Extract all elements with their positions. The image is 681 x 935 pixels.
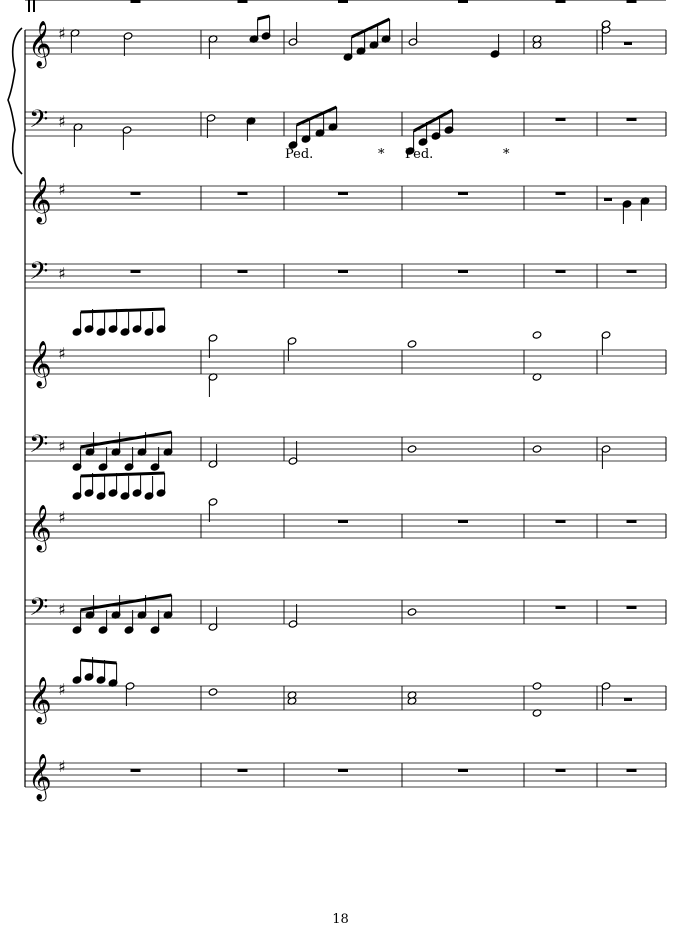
whole-rest	[238, 0, 248, 3]
half-rest	[624, 42, 632, 45]
whole-rest	[627, 520, 637, 523]
whole-rest	[458, 270, 468, 273]
notehead	[532, 445, 542, 453]
pedal-mark: *	[503, 147, 510, 162]
key-signature-sharp: ♯	[58, 600, 66, 619]
key-signature-sharp: ♯	[58, 437, 66, 456]
staff-7	[25, 473, 666, 553]
whole-rest	[338, 270, 348, 273]
whole-rest	[627, 118, 637, 121]
bass-clef: 𝄢	[29, 105, 49, 140]
beam	[81, 660, 117, 663]
staff-10	[25, 754, 666, 802]
key-signature-sharp: ♯	[58, 508, 66, 527]
whole-rest	[338, 192, 348, 195]
key-signature-sharp: ♯	[58, 680, 66, 699]
whole-rest	[556, 270, 566, 273]
whole-rest	[556, 606, 566, 609]
staff-4	[25, 257, 666, 292]
whole-rest	[556, 769, 566, 772]
whole-rest	[131, 270, 141, 273]
notehead	[532, 331, 542, 339]
key-signature-sharp: ♯	[58, 180, 66, 199]
beam	[81, 309, 165, 312]
whole-rest	[458, 0, 468, 3]
whole-rest	[338, 520, 348, 523]
whole-rest	[556, 520, 566, 523]
percussion-clef	[33, 0, 35, 12]
pedal-mark: Ped.	[405, 147, 434, 162]
staff-6	[25, 430, 666, 471]
whole-rest	[458, 520, 468, 523]
notehead	[407, 340, 417, 348]
key-signature-sharp: ♯	[58, 344, 66, 363]
staff-1	[25, 16, 666, 69]
whole-rest	[556, 0, 566, 3]
pedal-mark: *	[378, 147, 385, 162]
notehead	[532, 682, 542, 690]
whole-rest	[238, 192, 248, 195]
treble-clef: 𝄞	[28, 341, 52, 387]
staff-3	[25, 177, 666, 225]
whole-rest	[338, 0, 348, 3]
staff-9	[25, 657, 666, 725]
treble-clef: 𝄞	[28, 177, 52, 223]
bass-clef: 𝄢	[29, 257, 49, 292]
bass-clef: 𝄢	[29, 430, 49, 465]
half-rest	[604, 198, 612, 201]
key-signature-sharp: ♯	[58, 24, 66, 43]
treble-clef: 𝄞	[28, 754, 52, 800]
beam	[81, 432, 172, 447]
half-rest	[624, 698, 632, 701]
whole-rest	[458, 192, 468, 195]
pedal-mark: Ped.	[285, 147, 314, 162]
page-number: 18	[332, 912, 349, 927]
treble-clef: 𝄞	[28, 505, 52, 551]
notehead	[208, 688, 218, 696]
whole-rest	[627, 270, 637, 273]
staff-5	[25, 309, 666, 397]
bass-clef: 𝄢	[29, 593, 49, 628]
staff-11	[25, 0, 666, 12]
whole-rest	[627, 0, 637, 3]
whole-rest	[131, 0, 141, 3]
whole-rest	[627, 606, 637, 609]
staff-8	[25, 593, 666, 634]
piano-brace	[8, 28, 22, 174]
treble-clef: 𝄞	[28, 677, 52, 723]
beam	[81, 595, 172, 610]
whole-rest	[131, 769, 141, 772]
whole-rest	[556, 118, 566, 121]
notehead	[407, 608, 417, 616]
notehead	[407, 445, 417, 453]
treble-clef: 𝄞	[28, 21, 52, 67]
whole-rest	[131, 192, 141, 195]
whole-rest	[338, 769, 348, 772]
beam	[297, 107, 337, 125]
beam	[258, 16, 270, 19]
beam	[352, 19, 390, 37]
whole-rest	[556, 192, 566, 195]
beam	[81, 473, 165, 476]
key-signature-sharp: ♯	[58, 757, 66, 776]
whole-rest	[238, 769, 248, 772]
whole-rest	[458, 769, 468, 772]
percussion-clef	[28, 0, 30, 12]
staff-2	[25, 105, 666, 162]
whole-rest	[627, 769, 637, 772]
key-signature-sharp: ♯	[58, 264, 66, 283]
key-signature-sharp: ♯	[58, 112, 66, 131]
whole-rest	[238, 270, 248, 273]
